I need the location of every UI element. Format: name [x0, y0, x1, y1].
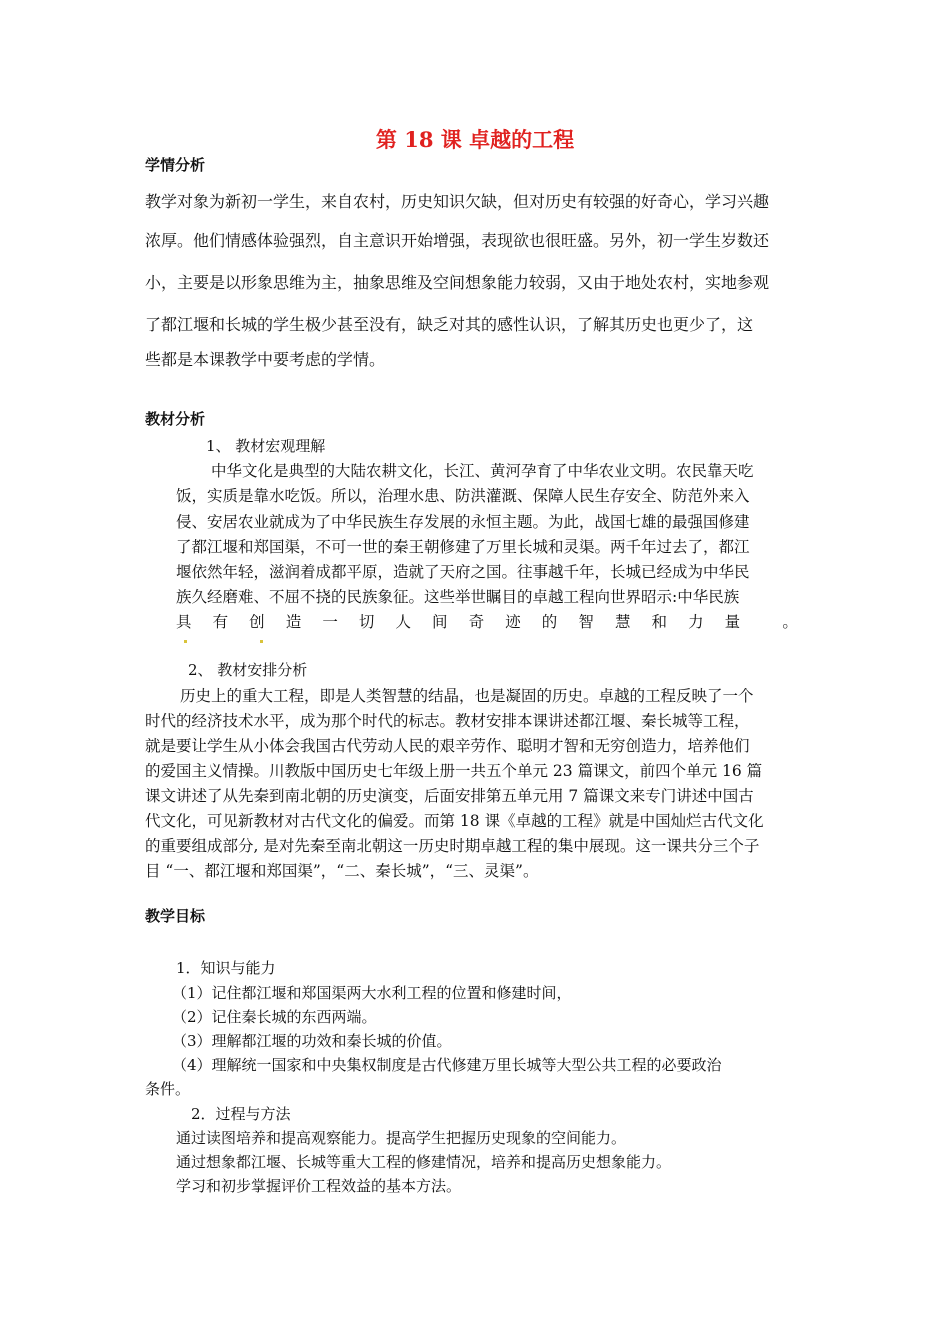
- subheading-arrangement-analysis: 2、 教材安排分析: [188, 661, 308, 679]
- paragraph-line: 浓厚。他们情感体验强烈，自主意识开始增强，表现欲也很旺盛。另外，初一学生岁数还: [145, 231, 770, 250]
- char: 慧: [614, 613, 631, 631]
- method-line: 学习和初步掌握评价工程效益的基本方法。: [176, 1177, 462, 1195]
- char: 。: [782, 613, 798, 631]
- heading-teaching-objectives: 教学目标: [145, 907, 206, 925]
- objective-point: （1）记住都江堰和郑国渠两大水利工程的位置和修建时间，: [172, 984, 572, 1002]
- char: 人: [395, 613, 411, 631]
- objective-point-continuation: 条件。: [145, 1080, 191, 1098]
- char: 和: [651, 613, 668, 631]
- paragraph-line: 侵、安居农业就成为了中华民族生存发展的永恒主题。为此，战国七雄的最强国修建: [176, 513, 750, 531]
- paragraph-line: 的重要组成部分, 是对先秦至南北朝这一历史时期卓越工程的集中展现。这一课共分三个子: [145, 837, 760, 855]
- subheading-macro-understanding: 1、 教材宏观理解: [206, 437, 326, 455]
- char: 造: [285, 613, 302, 631]
- heading-textbook-analysis: 教材分析: [145, 410, 206, 428]
- method-line: 通过读图培养和提高观察能力。提高学生把握历史现象的空间能力。: [176, 1129, 627, 1147]
- paragraph-line: 了都江堰和长城的学生极少甚至没有，缺乏对其的感性认识，了解其历史也更少了，这: [145, 315, 754, 334]
- char: 有: [212, 613, 229, 631]
- paragraph-line: 课文讲述了从先秦到南北朝的历史演变，后面安排第五单元用 7 篇课文来专门讲述中国古: [145, 787, 754, 805]
- paragraph-line: 的爱国主义情操。川教版中国历史七年级上册一共五个单元 23 篇课文，前四个单元 16 篇: [145, 762, 763, 780]
- lesson-title: 第 18 课 卓越的工程: [375, 127, 575, 152]
- objective-item-process: 2．过程与方法: [191, 1105, 291, 1123]
- char: 具: [176, 613, 192, 631]
- decorative-dot: [260, 640, 263, 643]
- objective-point: （2）记住秦长城的东西两端。: [172, 1008, 377, 1026]
- char: 切: [358, 613, 375, 631]
- paragraph-line: 就是要让学生从小体会我国古代劳动人民的艰辛劳作、聪明才智和无穷创造力，培养他们: [145, 737, 750, 755]
- paragraph-line: 小，主要是以形象思维为主，抽象思维及空间想象能力较弱，又由于地处农村，实地参观: [145, 273, 770, 292]
- paragraph-line: 目 “一、都江堰和郑国渠”，“二、秦长城”，“三、灵渠”。: [145, 862, 539, 880]
- objective-item-knowledge: 1．知识与能力: [176, 959, 276, 977]
- paragraph-line: 饭，实质是靠水吃饭。所以，治理水患、防洪灌溉、保障人民生存安全、防范外来入: [176, 487, 750, 505]
- paragraph-line: 中华文化是典型的大陆农耕文化，长江、黄河孕育了中华农业文明。农民靠天吃: [211, 462, 754, 480]
- paragraph-line: 代文化，可见新教材对古代文化的偏爱。而第 18 课《卓越的工程》就是中国灿烂古代文化: [145, 812, 764, 830]
- char: 奇: [468, 613, 485, 631]
- paragraph-line: 些都是本课教学中要考虑的学情。: [145, 350, 386, 369]
- heading-learning-analysis: 学情分析: [145, 156, 206, 174]
- char: 创: [249, 613, 265, 631]
- objective-point: （3）理解都江堰的功效和秦长城的价值。: [172, 1032, 452, 1050]
- decorative-dot: [184, 640, 187, 643]
- paragraph-line: 族久经磨难、不屈不挠的民族象征。这些举世瞩目的卓越工程向世界昭示:中华民族: [176, 588, 740, 606]
- paragraph-line: 时代的经济技术水平，成为那个时代的标志。教材安排本课讲述都江堰、秦长城等工程，: [145, 712, 750, 730]
- paragraph-line-justified: [176, 610, 798, 632]
- char: 迹: [505, 613, 521, 631]
- char: 力: [688, 613, 704, 631]
- char: 量: [724, 613, 741, 631]
- method-line: 通过想象都江堰、长城等重大工程的修建情况，培养和提高历史想象能力。: [176, 1153, 672, 1171]
- paragraph-line: 历史上的重大工程，即是人类智慧的结晶，也是凝固的历史。卓越的工程反映了一个: [180, 687, 754, 705]
- char: 的: [541, 613, 558, 631]
- objective-point: （4）理解统一国家和中央集权制度是古代修建万里长城等大型公共工程的必要政治: [172, 1056, 722, 1074]
- paragraph-line: 堰依然年轻，滋润着成都平原，造就了天府之国。往事越千年，长城已经成为中华民: [176, 563, 750, 581]
- char: 智: [578, 613, 594, 631]
- char: 间: [432, 613, 448, 631]
- paragraph-line: 教学对象为新初一学生，来自农村，历史知识欠缺，但对历史有较强的好奇心，学习兴趣: [145, 192, 770, 211]
- char: 一: [322, 613, 338, 631]
- paragraph-line: 了都江堰和郑国渠，不可一世的秦王朝修建了万里长城和灵渠。两千年过去了，都江: [176, 538, 750, 556]
